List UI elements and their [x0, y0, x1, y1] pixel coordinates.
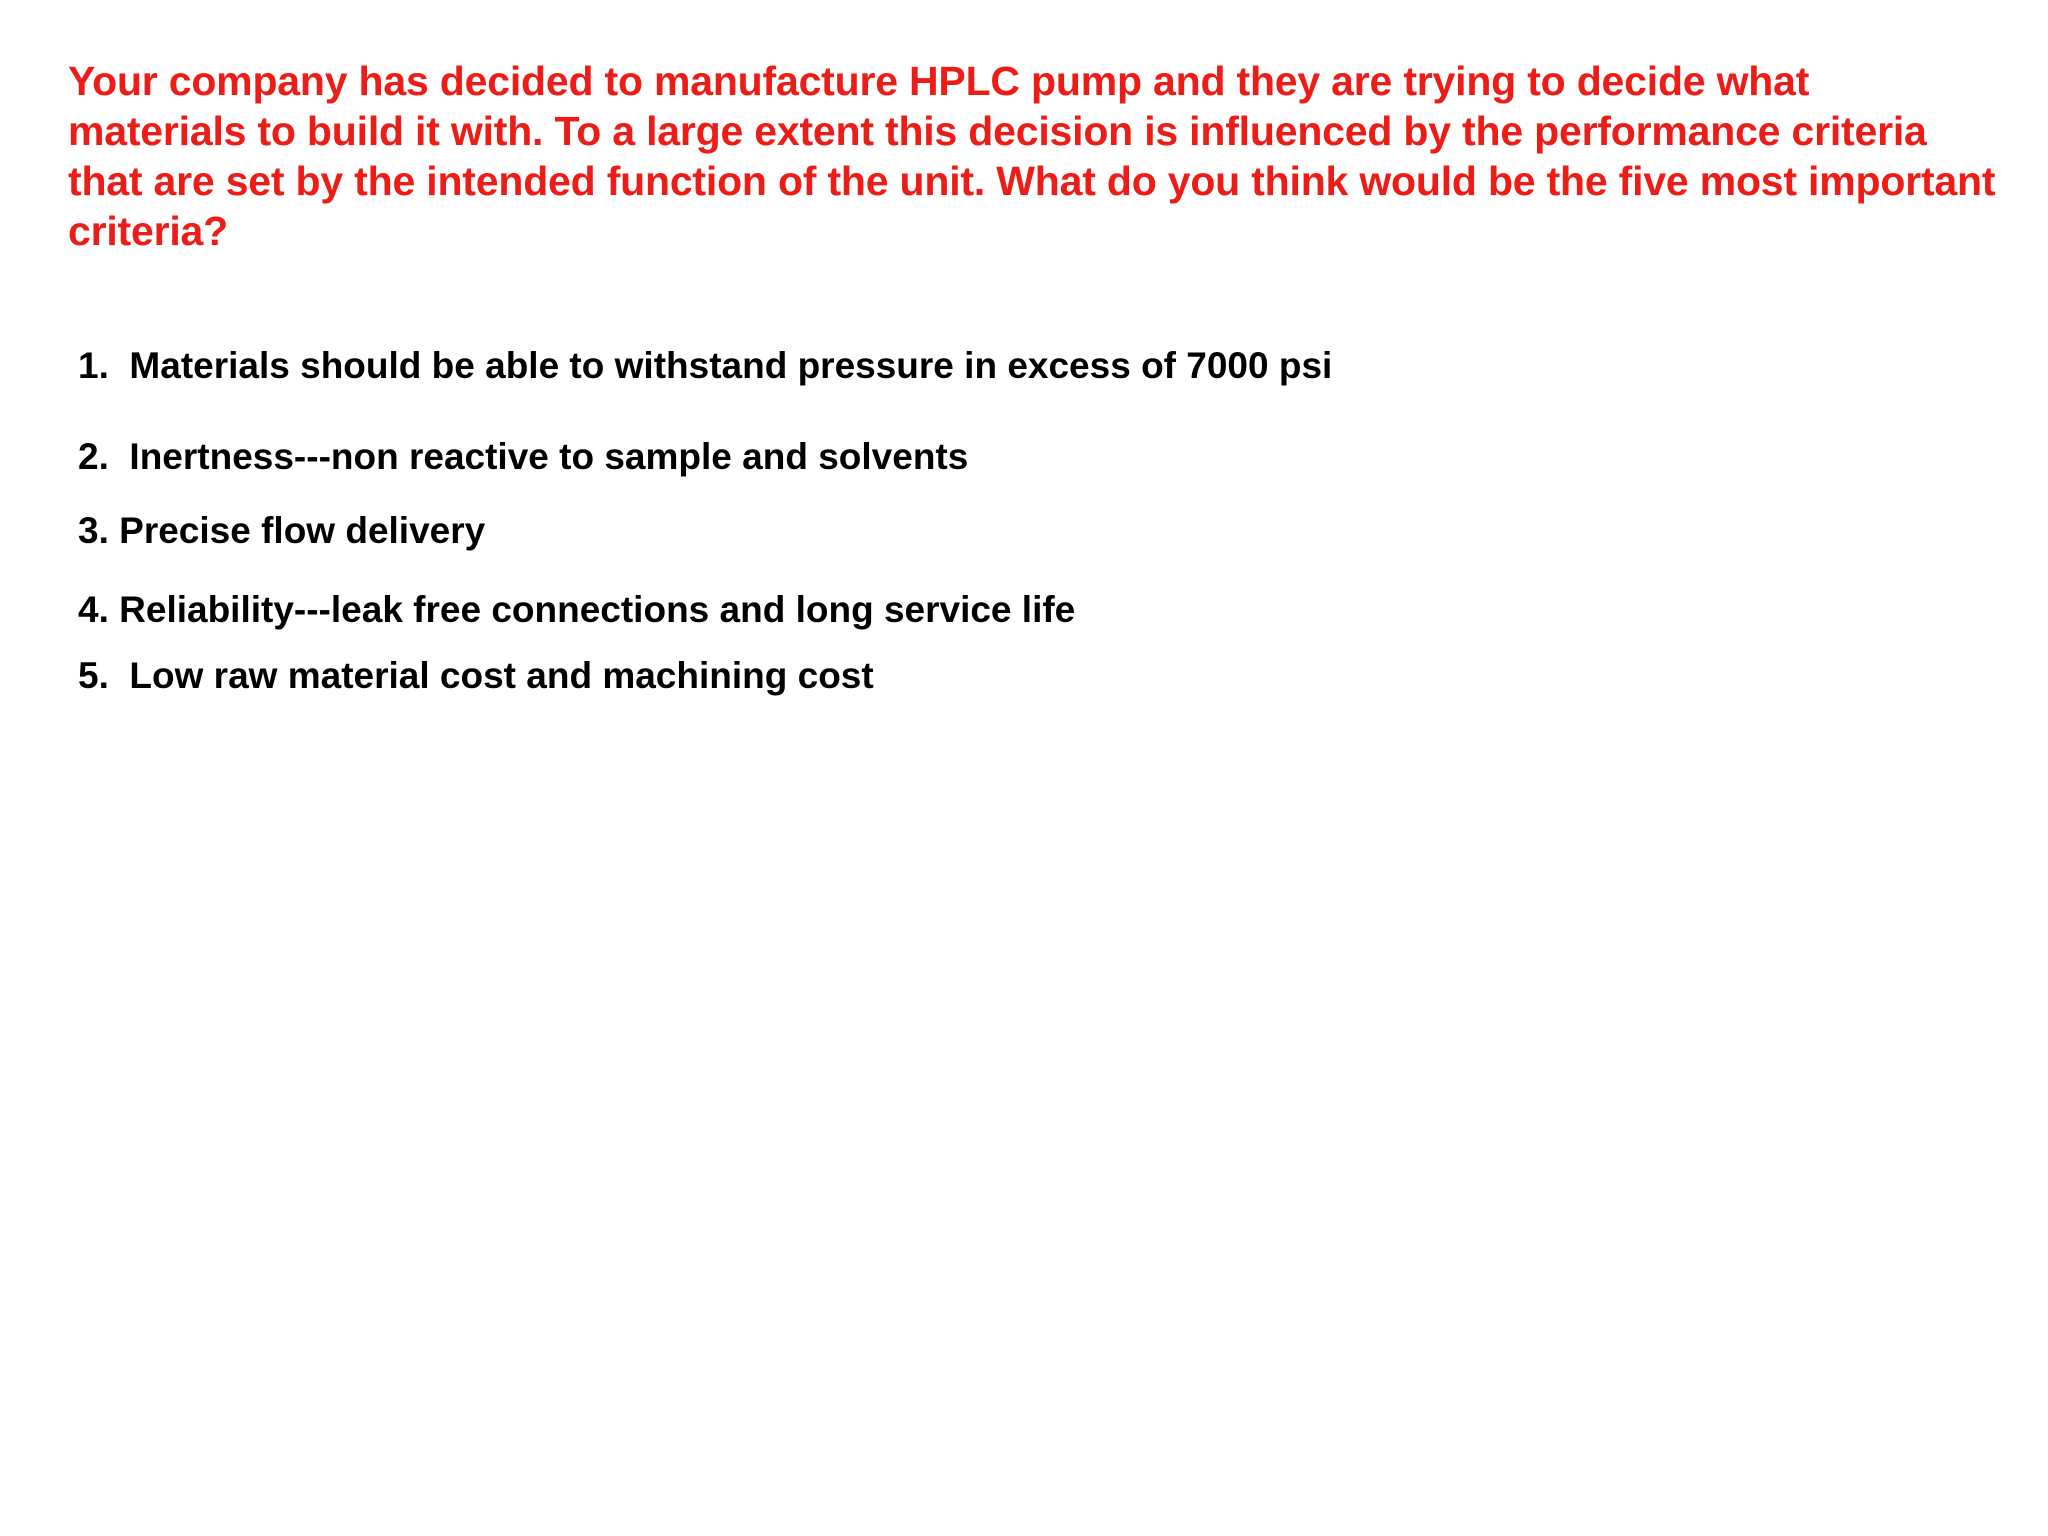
list-item-marker: 3. — [78, 510, 109, 552]
list-item-label: Materials should be able to withstand pressure in excess of 7000 psi — [129, 345, 1333, 386]
list-item — [78, 655, 1978, 698]
list-item-marker: 4. — [78, 588, 109, 630]
list-item — [78, 589, 1978, 632]
list-item-marker: 2. — [78, 435, 109, 477]
list-item — [78, 510, 1978, 553]
list-item — [78, 345, 1978, 388]
list-item — [78, 436, 1978, 479]
list-item-label: Reliability---leak free connections and long service life — [119, 588, 1076, 630]
list-item-marker: 1. — [78, 345, 109, 386]
list-item-label: Low raw material cost and machining cost — [129, 655, 874, 697]
slide-question-text: Your company has decided to manufacture HPLC pump and they are trying to decide what materials to build it with. To a large extent this decision is influenced by the performance criteria that are set by the intended function of the unit. What do you think would be the five most important criteria? — [68, 58, 1996, 255]
criteria-list — [78, 345, 1978, 698]
list-item-marker: 5. — [78, 655, 109, 697]
list-item-label: Inertness---non reactive to sample and solvents — [129, 435, 969, 477]
list-item-label: Precise flow delivery — [119, 510, 486, 552]
